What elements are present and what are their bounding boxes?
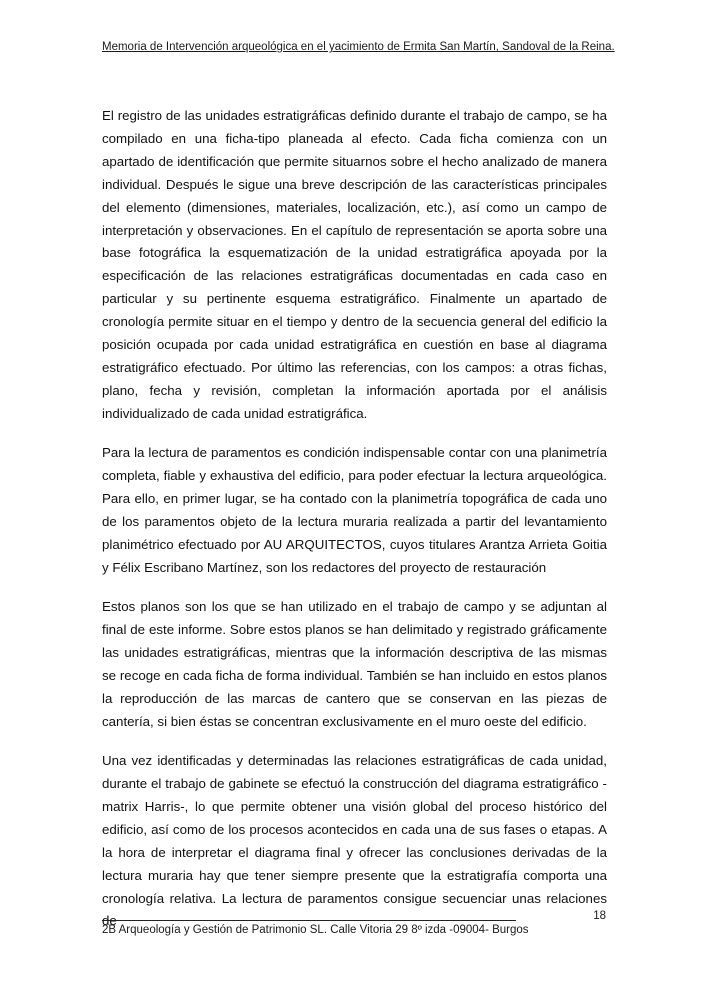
running-header: Memoria de Intervención arqueológica en el yacimiento de Ermita San Martín, Sandoval de la Reina.: [102, 41, 615, 53]
paragraph-3: Estos planos son los que se han utilizado en el trabajo de campo y se adjuntan al final de este informe. Sobre estos planos se han delimitado y registrado gráficamente las unidades estratigráficas, mientras que la información descriptiva de las mismas se recoge en cada ficha de forma individual. También se han incluido en estos planos la reproducción de las marcas de cantero que se conservan en las piezas de cantería, si bien éstas se concentran exclusivamente en el muro oeste del edificio.: [102, 599, 607, 729]
footer-company-address: 2B Arqueología y Gestión de Patrimonio SL. Calle Vitoria 29 8º izda -09004- Burgos: [102, 924, 529, 936]
paragraph-4: Una vez identificadas y determinadas las relaciones estratigráficas de cada unidad, durante el trabajo de gabinete se efectuó la construcción del diagrama estratigráfico -matrix Harris-, lo que permite obtener una visión global del proceso histórico del edificio, así como de los procesos acontecidos en cada una de sus fases o etapas. A la hora de interpretar el diagrama final y ofrecer las conclusiones derivadas de la lectura muraria hay que tener siempre presente que la estratigrafía comporta una cronología relativa. La lectura de paramentos consigue secuenciar unas relaciones de: [102, 753, 607, 929]
footer-divider: [102, 920, 516, 921]
page-number: 18: [593, 910, 606, 922]
paragraph-1: El registro de las unidades estratigráficas definido durante el trabajo de campo, se ha compilado en una ficha-tipo planeada al efecto. Cada ficha comienza con un apartado de identificación que permite situarnos sobre el hecho analizado de manera individual. Después le sigue una breve descripción de las características principales del elemento (dimensiones, materiales, localización, etc.), así como un campo de interpretación y observaciones. En el capítulo de representación se aporta sobre una base fotográfica la esquematización de la unidad estratigráfica apoyada por la especificación de las relaciones estratigráficas documentadas en cada caso en particular y su pertinente esquema estratigráfico. Finalmente un apartado de cronología permite situar en el tiempo y dentro de la secuencia general del edificio la posición ocupada por cada unidad estratigráfica en cuestión en base al diagrama estratigráfico efectuado. Por último las referencias, con los campos: a otras fichas, plano, fecha y revisión, completan la información aportada por el análisis individualizado de cada unidad estratigráfica.: [102, 108, 607, 421]
body-text: [102, 105, 607, 950]
paragraph-2: Para la lectura de paramentos es condición indispensable contar con una planimetría completa, fiable y exhaustiva del edificio, para poder efectuar la lectura arqueológica. Para ello, en primer lugar, se ha contado con la planimetría topográfica de cada uno de los paramentos objeto de la lectura muraria realizada a partir del levantamiento planimétrico efectuado por AU ARQUITECTOS, cuyos titulares Arantza Arrieta Goitia y Félix Escribano Martínez, son los redactores del proyecto de restauración: [102, 445, 607, 575]
